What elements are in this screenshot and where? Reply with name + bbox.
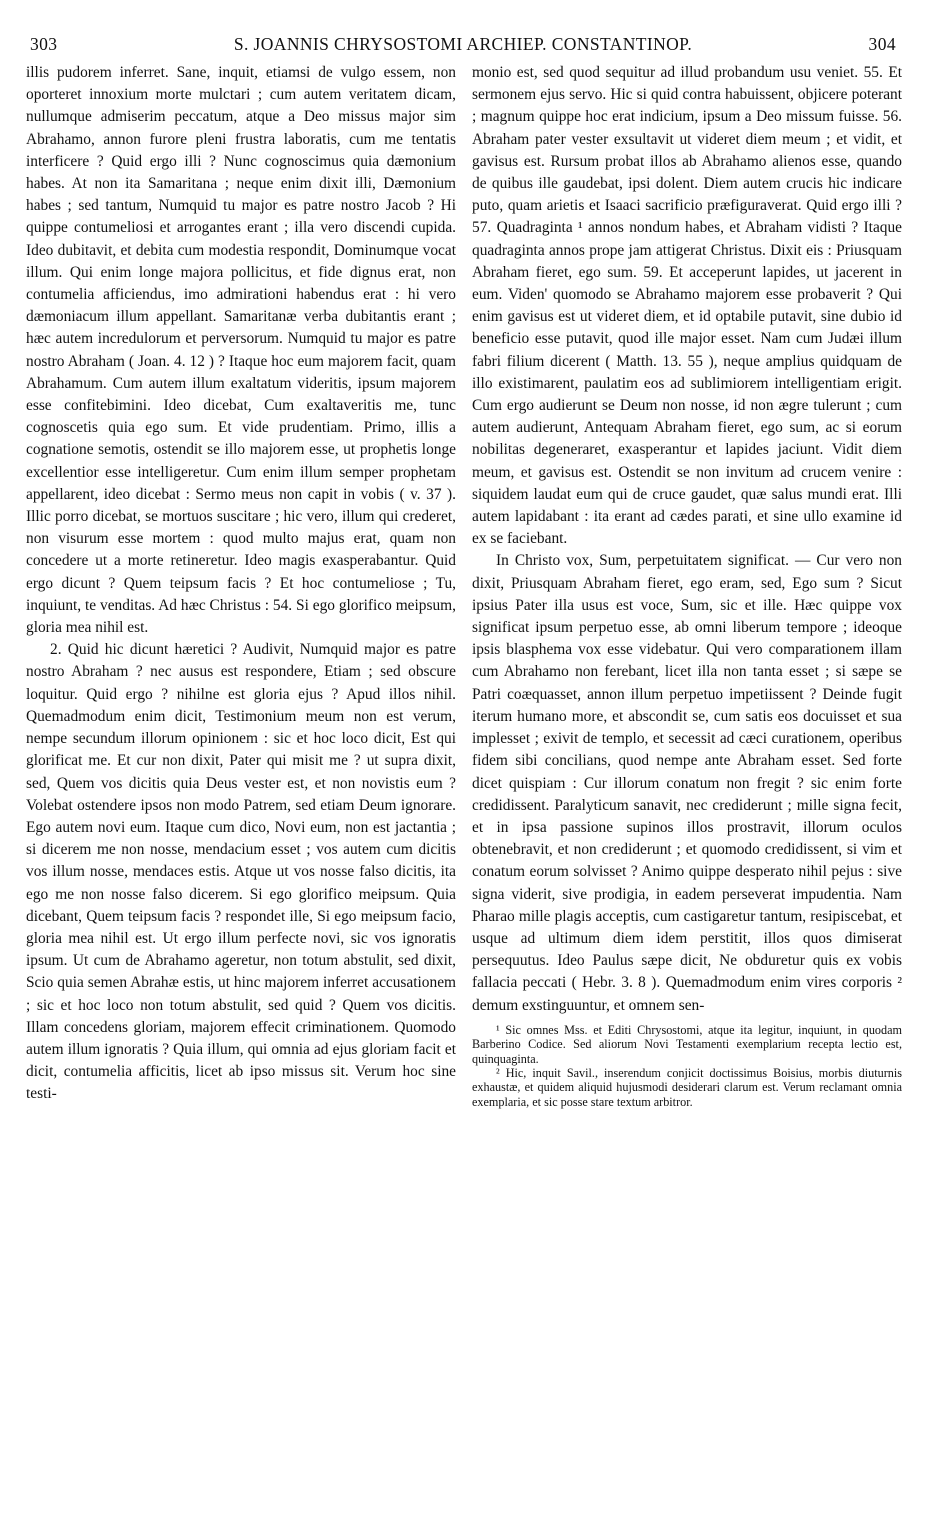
left-paragraph-2: 2. Quid hic dicunt hæretici ? Audivit, Numquid major es patre nostro Abraham ? nec ausus est respondere, Etiam ; sed obscure loquitur. Quid ergo ? nihilne est gloria ejus ? Apud illos nihil. Quemadmodum enim dicit, Testimonium meum non est verum, nempe secundum illorum opinionem : sic et hoc loco dicit, Est qui glorificat me. Et cur non dixit, Pater qui misit me ? ut supra dixit, sed, Quem vos dicitis quia Deus vester est, et non novistis eum ? Volebat ostendere ipsos non modo Patrem, sed etiam Deum ignorare. Ego autem novi eum. Itaque cum dico, Novi eum, non est jactantia ; si dicerem me non nosse, mendacium esset ; vos autem cum dicitis vos illum nosse, mendaces estis. Atque ut vos nosse falso dicitis, ita ego me non nosse falso dicerem. Si ego glorifico meipsum. Quia dicebant, Quem teipsum facis ? respondet ille, Si ego meipsum facio, gloria mea nihil est. Ut ergo illum perfecte novi, sic vos ignoratis ipsum. Ut cum de Abrahamo ageretur, non totum abstulit, sed dixit, Scio quia semen Abrahæ estis, ut hinc majorem inferret accusationem ; sic et hoc loco non totum abstulit, sed quid ? Quem vos dicitis. Illam concedens gloriam, majorem effecit criminationem. Quomodo autem illum ignoratis ? Quia illum, qui omnia ad ejus gloriam facit et dicit, contumelia afficitis, licet ab ipso missus sit. Verum hoc sine testi- [26, 641, 456, 1103]
footnote-1: ¹ Sic omnes Mss. et Editi Chrysostomi, atque ita legitur, inquiunt, in quodam Barberino Codice. Sed aliorum Novi Testamenti exemplarium recepta lectio est, quinquaginta. [472, 1022, 902, 1066]
running-title: S. JOANNIS CHRYSOSTOMI ARCHIEP. CONSTANTINOP. [233, 34, 693, 54]
left-column [26, 62, 456, 1522]
right-paragraph-2: In Christo vox, Sum, perpetuitatem significat. — Cur vero non dixit, Priusquam Abraham fieret, ego eram, sed, Ego sum ? Sicut ipsius Pater illa usus est voce, Sum, sic et ille. Hæc quippe vox significat ipsum perpetuo esse, ab omni liberum tempore ; ideoque ipsis blasphema vox esse videbatur. Qui vero comparationem illam cum Abrahamo non ferebant, licet illa non tanta esset ; si sæpe se Patri coæquasset, annon illum perpetuo impetiissent ? Deinde fugit iterum humano more, et abscondit se, cum satis eos docuisset et sua implesset ; exivit de templo, et secessit ad cæci curationem, operibus fidem sibi concilians, quod nempe ante Abraham esset. Sed forte dicet quispiam : Cur illorum conatum non fregit ? sic enim forte credidissent. Paralyticum sanavit, nec crediderunt ; mille signa fecit, et in ipsa passione supinos illos prostravit, illorum oculos obtenebravit, et non crediderunt ; et quomodo credidissent, si vim et conatum eorum solvisset ? Animo quippe desperato nihil pejus : sive signa viderit, sive prodigia, in eadem perseverat impudentia. Nam Pharao mille plagis acceptis, cum castigaretur tantum, resipiscebat, et usque ad ultimum diem idem perstitit, illos quos dimiserat persequutus. Ideo Paulus sæpe dicit, Ne obduretur quis ex vobis fallacia peccati ( Hebr. 3. 8 ). Quemadmodum enim vires corporis ² demum exstinguuntur, et omnem sen- [472, 552, 902, 1014]
page-number-right: 304 [868, 34, 896, 54]
running-header [30, 34, 896, 56]
footnote-2: ² Hic, inquit Savil., inserendum conjicit doctissimus Boisius, morbis diuturnis exhaustæ, et quidem aliquid hujusmodi desiderari clarum est. Verum reclamant omnia exemplaria, et sic posse stare textum arbitror. [472, 1065, 902, 1109]
footnotes [472, 1023, 902, 1109]
left-paragraph-1: illis pudorem inferret. Sane, inquit, etiamsi de vulgo essem, non oporteret innoxium morte mulctari ; cum autem veritatem dicam, nullumque admiserim peccatum, atque a Deo missus major sim Abrahamo, annon furore pleni frustra laboratis, cum me tentatis interficere ? Quid ergo illi ? Nunc cognoscimus quia dæmonium habes. At non ita Samaritana ; neque enim dixit illi, Dæmonium habes ; sed tantum, Numquid tu major es patre nostro Jacob ? Hi quippe contumeliosi et arrogantes erant ; illa vero discendi cupida. Ideo dubitavit, et debita cum modestia respondit, Dominumque vocat illum. Qui enim longe majora pollicitus, et fide dignus erat, non contumelia afficiendus, imo admirationi habendus erat : hi vero dæmoniacum illum appellant. Samaritanæ verba dubitantis erant ; hæc autem incredulorum et perversorum. Numquid tu major es patre nostro Abraham ( Joan. 4. 12 ) ? Itaque hoc eum majorem facit, quam Abrahamum. Cum autem illum exaltatum videritis, ipsum majorem esse confitebimini. Ideo dicebat, Cum exaltaveritis me, tunc cognoscetis quia ego sum. Et vide prudentiam. Primo, illis a cognatione semotis, ostendit se illo majorem esse, ut prophetis longe excellentior esse intelligeretur. Cum enim illum semper prophetam appellarent, ideo dicebat : Sermo meus non capit in vobis ( v. 37 ). Illic porro dicebat, se mortuos suscitare ; hic vero, illum qui crederet, non visurum esse mortem : quod multo majus erat, quam non concedere ut a morte retineretur. Ideo magis exasperabantur. Quid ergo dicunt ? Quem teipsum facis ? Et hoc contumeliose ; Tu, inquiunt, te venditas. Ad hæc Christus : 54. Si ego glorifico meipsum, gloria mea nihil est. [26, 64, 456, 637]
right-paragraph-1: monio est, sed quod sequitur ad illud probandum usu veniet. 55. Et sermonem ejus servo. Hic si quid contra habuissent, objicere poterant ; magnum quippe hoc erat indicium, ipsum a Deo missum fuisse. 56. Abraham pater vester exsultavit ut videret diem meum ; et vidit, et gavisus est. Rursum probat illos ab Abrahamo alienos esse, quando de quibus ille gaudebat, ipsi dolent. Diem autem crucis hic indicare puto, quam arietis et Isaaci sacrificio præfiguraverat. Quid ergo illi ? 57. Quadraginta ¹ annos nondum habes, et Abraham vidisti ? Itaque quadraginta annos prope jam attigerat Christus. Dixit eis : Priusquam Abraham fieret, ego sum. 59. Et acceperunt lapides, ut jacerent in eum. Viden' quomodo se Abrahamo majorem esse probaverit ? Qui enim gavisus est ut videret diem, et id optabile putavit, sine dubio id beneficio esse putavit, quod ille major esset. Nam cum Judæi illum fabri filium dicerent ( Matth. 13. 55 ), neque amplius quidquam de illo existimarent, paulatim eos ad sublimiorem intelligentiam erigit. Cum ergo audierunt se Deum non nosse, id non ægre tulerunt ; cum autem audierunt, Antequam Abraham fieret, ego sum, ac si eorum nobilitas degeneraret, exasperantur et lapides jaciunt. Vidit diem meum, et gavisus est. Ostendit se non invitum ad crucem venire : siquidem laudat eum qui de cruce gaudet, quæ salus mundi erat. Illi autem lapidabant : ita erant ad cædes parati, et sine ullo examine id ex se faciebant. [472, 64, 902, 548]
page-number-left: 303 [30, 34, 58, 54]
right-column [472, 62, 902, 1522]
